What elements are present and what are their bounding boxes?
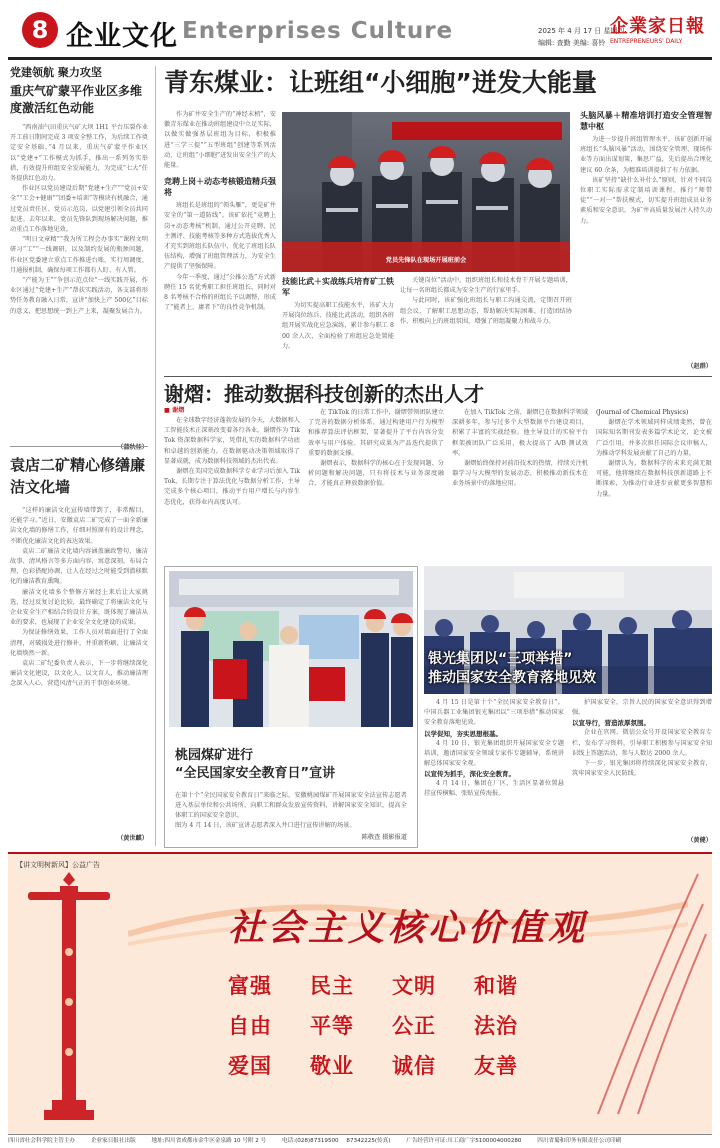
- value-prosperity: 富强: [228, 974, 272, 998]
- paragraph: 今年一季度，通过“公推公选”方式新聘任 15 名优秀职工担任班组长，同时对 8 名考核不合格的班组长予以调整，形成了“能者上、庸者下”的良性竞争机制。: [164, 273, 276, 312]
- column-divider: [155, 66, 156, 846]
- masthead-logo: [610, 16, 714, 46]
- miners-photo-illustration: [282, 112, 570, 272]
- photo-story-right-col-2: [572, 698, 712, 838]
- story-body: [10, 506, 148, 834]
- divider: [164, 376, 712, 377]
- story-body: [10, 123, 148, 443]
- story2-col-3: [452, 408, 588, 552]
- photo-story-left-date: 图为 4 月 14 日，该矿宣讲志愿者深入井口进行宣传讲解的场景。: [175, 822, 356, 829]
- issue-date: 2025 年 4 月 17 日 星期四: [538, 27, 625, 35]
- subhead: 以宣导行，营造浓厚氛围。: [572, 719, 650, 728]
- paragraph: 廉洁文化墙多个整修方案经上来后让大家挑选，经过反复讨论比较，最终确定了将廉洁文化与企业安全生产相结合的设计方案，既体现了廉洁从业的要求，也展现了企业安全文化建设的成果。: [10, 588, 148, 627]
- photo-story-right-title: [428, 650, 712, 688]
- photo-story-left-caption: 在第十个“全民国家安全教育日”来临之际，安徽桃园煤矿开展国家安全法宣传志愿者进入基层单位和公共场所，向职工和群众发放宣传资料，讲解国家安全知识，提高全体职工的国家安全意识。: [175, 792, 407, 820]
- paragraph: 袁店二矿廉洁文化墙内容涵盖廉政警句、廉洁故事、清风格言等多方面内容，寓意深刻，布局合理，色彩搭配协调，让人在经过之时能受到潜移默化的廉洁教育熏陶。: [10, 547, 148, 586]
- value-civility: 文明: [392, 974, 436, 998]
- left-column-story-1: [10, 66, 148, 453]
- subhead: 竞聘上岗＋动态考核锻造精兵强将: [164, 177, 276, 198]
- lead-col-2: [282, 276, 394, 376]
- title-line-1: 银光集团以“三项举措”: [428, 651, 573, 667]
- core-values-ad: [8, 852, 712, 1134]
- value-dedication: 敬业: [310, 1054, 354, 1078]
- footer-printer: 四川省蜀和印务有限责任公司印刷: [537, 1138, 622, 1144]
- value-patriotism: 爱国: [228, 1054, 272, 1078]
- story2-col-4: [596, 408, 712, 552]
- photo-story-left-title: [175, 747, 411, 783]
- value-friendship: 友善: [474, 1054, 518, 1078]
- paragraph: 谢熠在美国完成数据科学专业学习后加入 TikTok，长期专注于算法优化与数据分析工作，主导完成多个核心项目，推动平台用户增长与内容生态优化，获得业内高度认可。: [164, 468, 300, 506]
- story2-byline-top: ■ 谢熠: [164, 407, 185, 414]
- page-number-badge: [22, 12, 58, 48]
- paragraph: “产能为王”“争创示范点位”一线实践开展，作业区通过“党建+生产”帮扶实践活动，各支部将形势任务教育融入日常，宣讲“加快上产 500亿”目标的意义，把思想统一到上产上来，凝聚发展合力。: [10, 277, 148, 315]
- subhead: 技能比武＋实战练兵培育矿工铁军: [282, 277, 394, 297]
- subhead: 以学促知，夯实思想根基。: [424, 729, 502, 738]
- page-footer: [8, 1134, 712, 1147]
- paragraph: “明日文章精”“我为所工程会办事实”课程文明研习“工”“一线调研，以及制约发展的瓶颈问题，作业区党委建立重点工作推进台账，实行周调度、月通报机制，确保每项工作都有人盯、有人管。: [10, 236, 148, 274]
- paragraph: 企业在官网、微信公众号开设国家安全教育专栏，发布学习资料，引导职工积极参与国家安全知识线上答题活动，参与人数达 2000 余人。: [572, 729, 712, 757]
- paragraph: 该矿坚持“缺什么补什么”原则，针对不同岗位职工实际需求定制培训课程，推行“师带徒”“一对一”帮扶模式，切实提升班组成员业务素质和安全意识，为矿井高质量发展注入持久动力。: [580, 176, 712, 225]
- photo-story-right-byline: （黄健）: [687, 837, 712, 844]
- paragraph: 4 月 15 日是第十个“全民国家安全教育日”。中国兵器工业集团银光集团以“三项举措”推动国家安全教育落地见效。: [424, 699, 564, 727]
- paragraph: 在 TikTok 的日常工作中，谢熠带领团队建立了完善的数据分析体系，通过构建用户行为模型和推荐算法评估框架，显著提升了平台内容分发效率与用户体验。其研究成果为产品迭代提供了重要的数据支撑。: [308, 409, 444, 457]
- paragraph: “西南油气田重庆气矿大坝 1H1 平台压裂作业开工前日期间完成 3 项安全整工作，为后续工作奠定安全基础。”4 月以来，重庆气矿蒙平作业区以“党建+”工作模式为抓手，推出一系列务实举措，有效提升班组安全发展能力，为完成“七大”任务提供红色动力。: [10, 124, 148, 183]
- paragraph: 为切实提高职工技能水平，该矿大力开展岗位练兵、技能比武活动，组织各班组开展实战化应急演练，累计参与职工 800 余人次，全面检验了班组应急处置能力。: [282, 302, 394, 350]
- title-line-2: “全民国家安全教育日”宣讲: [175, 766, 336, 781]
- story-headline: 袁店二矿精心修缮廉洁文化墙: [10, 456, 146, 496]
- lead-photo-caption: 党员先锋队在现场开展班前会: [385, 257, 467, 264]
- story2-col-2: [308, 408, 444, 552]
- subhead: 头脑风暴＋精准培训打造安全管理智慧中枢: [580, 111, 712, 131]
- title-line-2: 推动国家安全教育落地见效: [428, 670, 596, 686]
- footer-address: 地址:四川省成都市金牛区金泉路 10 号附 2 号: [151, 1138, 267, 1144]
- journal-name: (Journal of Chemical Physics): [596, 409, 689, 416]
- story-headline: 重庆气矿蒙平作业区多维度激活红色动能: [10, 84, 143, 115]
- paragraph: 作为矿井安全生产的“神经末梢”，安徽青东煤业在推动班组建设中立足实际，以做实做强基层班组为目标，积极推进“三学三提”“五型班组”创建等系列活动，让班组“小细胞”迸发出安全生产的大能量。: [164, 111, 276, 170]
- paragraph: 谢熠表示，数据科学的核心在于发现问题、分析问题和解决问题，只有将技术与业务深度融合，才能真正释放数据价值。: [308, 460, 444, 488]
- footer-publisher: 四川省社会科学院主管主办: [8, 1138, 76, 1144]
- safety-promo-illustration: [169, 571, 413, 727]
- paragraph: 在加入 TikTok 之前，谢熠已在数据科学领域深耕多年，参与过多个大型数据平台建设项目，积累了丰富的实战经验。他主导设计的实验平台框架被团队广泛采用，极大提高了 A/B 测试效率。: [452, 409, 588, 457]
- story-byline: （蒲秋桂）: [117, 444, 148, 451]
- section-title: 企业文化: [66, 21, 178, 52]
- paragraph: 护国家安全，宗旨人民的国家安全意识得到增强。: [572, 699, 712, 717]
- page-header: [0, 0, 720, 62]
- paragraph: 4 月 14 日，集团在厂区、生活区显著位置悬挂宣传横幅、张贴宣传海报。: [424, 780, 564, 798]
- section-title-en: Enterprises Culture: [182, 18, 454, 44]
- paragraph: 班组长是班组的“领头雁”，更是矿井安全的“第一道防线”。该矿依托“竞聘上岗+动态考核”机制，通过公开竞聘、民主测评、技能考核等多种方式选拔优秀人才充实到班组长队伍中，优化了班组长队伍结构，增强了班组管理活力，为安全生产提供了坚强保障。: [164, 202, 276, 271]
- subhead: 以宣传为抓手，深化安全教育。: [424, 770, 515, 779]
- header-rule: [8, 57, 712, 60]
- lead-byline: （赵群）: [687, 363, 712, 370]
- paragraph: 为保证修缮效果，工作人员对墙面进行了全面清理，对破损处进行修补，并重新粉刷，让廉洁文化墙焕然一新。: [10, 629, 148, 657]
- footer-press: 企业家日报社出版: [90, 1138, 136, 1144]
- tiananmen-column-illustration: [14, 862, 124, 1132]
- paragraph: 与此同时，该矿强化班组长与职工沟通交流，定期召开班组会议，了解职工思想动态，帮助解决实际困难，打造团结协作、积极向上的班组氛围，增强了班组凝聚力和战斗力。: [400, 297, 572, 325]
- editors-line: 编辑: 查勤 美编: 喜铃: [538, 39, 606, 47]
- footer-license: 广告经营许可证:川工商广字5100004000280: [406, 1138, 522, 1144]
- photo-story-left: [164, 566, 418, 848]
- lead-col-1: [164, 110, 276, 414]
- value-rule-of-law: 法治: [474, 1014, 518, 1038]
- paragraph: 谢熠始终保持对前沿技术的热情，持续关注机器学习与大模型的发展动态，积极推动新技术在业务场景中的落地应用。: [452, 460, 588, 488]
- paragraph: 谢熠认为，数据科学的未来充满无限可能，他将继续在数据科技创新道路上不断探索，为推动行业进步贡献更多智慧和力量。: [596, 460, 712, 498]
- paragraph: 关键岗位”活动中，组织班组长和技术骨干开展专题培训，让每一名班组长都成为安全生产的行家里手。: [400, 277, 572, 295]
- paragraph: 为进一步提升班组管理水平，该矿创新开展班组长“头脑风暴”活动，围绕安全管理、现场作业等方面出谋划策，集思广益，先后提出合理化建议 60 余条，为精准培训提供了有力依据。: [580, 136, 712, 174]
- value-democracy: 民主: [310, 974, 354, 998]
- ad-tag: 【讲文明树新风】公益广告: [16, 861, 100, 869]
- photo-credit: 陈敬查 摄影报道: [361, 834, 407, 841]
- value-equality: 平等: [310, 1014, 354, 1038]
- story2-headline: 谢熠：推动数据科技创新的杰出人才: [164, 382, 484, 406]
- paragraph: “这样的廉洁文化宣传墙带到了，非常醒目，还能学习。”近日，安徽袁店二矿完成了一面全新廉洁文化墙的修缮工作，仔细对照原有的设计理念，不断优化廉洁文化的表达效果。: [10, 507, 148, 545]
- lantern-decoration: [588, 864, 708, 1124]
- paragraph: 在全球数字经济蓬勃发展的今天，大数据和人工智能技术正深刻改变着各行各业。谢熠作为 TikTok 资深数据科学家，凭借扎实的数据科学功底和卓越的创新能力，在数据驱动决策领域取得了显著成就，成为数据科技领域的杰出代表。: [164, 417, 300, 465]
- lead-headline: 青东煤业：让班组“小细胞”迸发大能量: [164, 68, 597, 97]
- divider: [10, 446, 148, 447]
- left-column-story-2: [10, 454, 148, 844]
- paragraph: 4 月 10 日，银光集团组织开展国家安全专题培训，邀请国家安全领域专家作专题辅导，系统讲解总体国家安全观。: [424, 739, 564, 768]
- value-justice: 公正: [392, 1014, 436, 1038]
- footer-fax: 87342225(传真): [346, 1138, 391, 1144]
- paragraph: 袁店二矿纪委负责人表示，下一步将继续深化廉洁文化建设，以文化人、以文育人，推动廉洁理念深入人心，营造风清气正的干事创业环境。: [10, 660, 148, 688]
- paragraph: 作业区以党员建设后期“党建+生产”“党员+安全”“工会+健康”“团委+培训”等模块有机融合，通过党员责任区、党员示范岗，以党建引领全员共同促进。去年以来，党员先锋队到现场解决问题，推动重点工作落地见效。: [10, 185, 148, 234]
- footer-phone: 电话:(028)87319500: [282, 1138, 339, 1144]
- title-line-1: 桃园煤矿进行: [175, 748, 254, 763]
- lead-col-3: [400, 276, 572, 376]
- lead-col-4: [580, 110, 712, 372]
- story-byline: （黄世麒）: [117, 835, 148, 842]
- value-freedom: 自由: [228, 1014, 272, 1038]
- safety-promo-photo: [169, 571, 413, 727]
- value-integrity: 诚信: [392, 1054, 436, 1078]
- paragraph: 下一步，银光集团将持续深化国家安全教育，筑牢国家安全人民防线。: [572, 760, 712, 778]
- value-harmony: 和谐: [474, 974, 518, 998]
- story2-col-1: [164, 416, 300, 552]
- photo-story-right-col-1: [424, 698, 564, 846]
- story-kicker: 党建领航 聚力攻坚: [10, 66, 102, 79]
- masthead-cn: 企業家日報: [610, 16, 705, 37]
- masthead-en: ENTREPRENEURS' DAILY: [610, 38, 683, 45]
- lead-photo-miners: [282, 112, 570, 272]
- page-number: 8: [31, 16, 49, 44]
- ad-title: 社会主义核心价值观: [227, 907, 588, 949]
- paragraph: 谢熠在学术领域同样成绩斐然，曾在国际知名期刊发表多篇学术论文，论文被广泛引用，并多次担任国际会议审稿人，为推动学科发展贡献了自己的力量。: [596, 419, 712, 457]
